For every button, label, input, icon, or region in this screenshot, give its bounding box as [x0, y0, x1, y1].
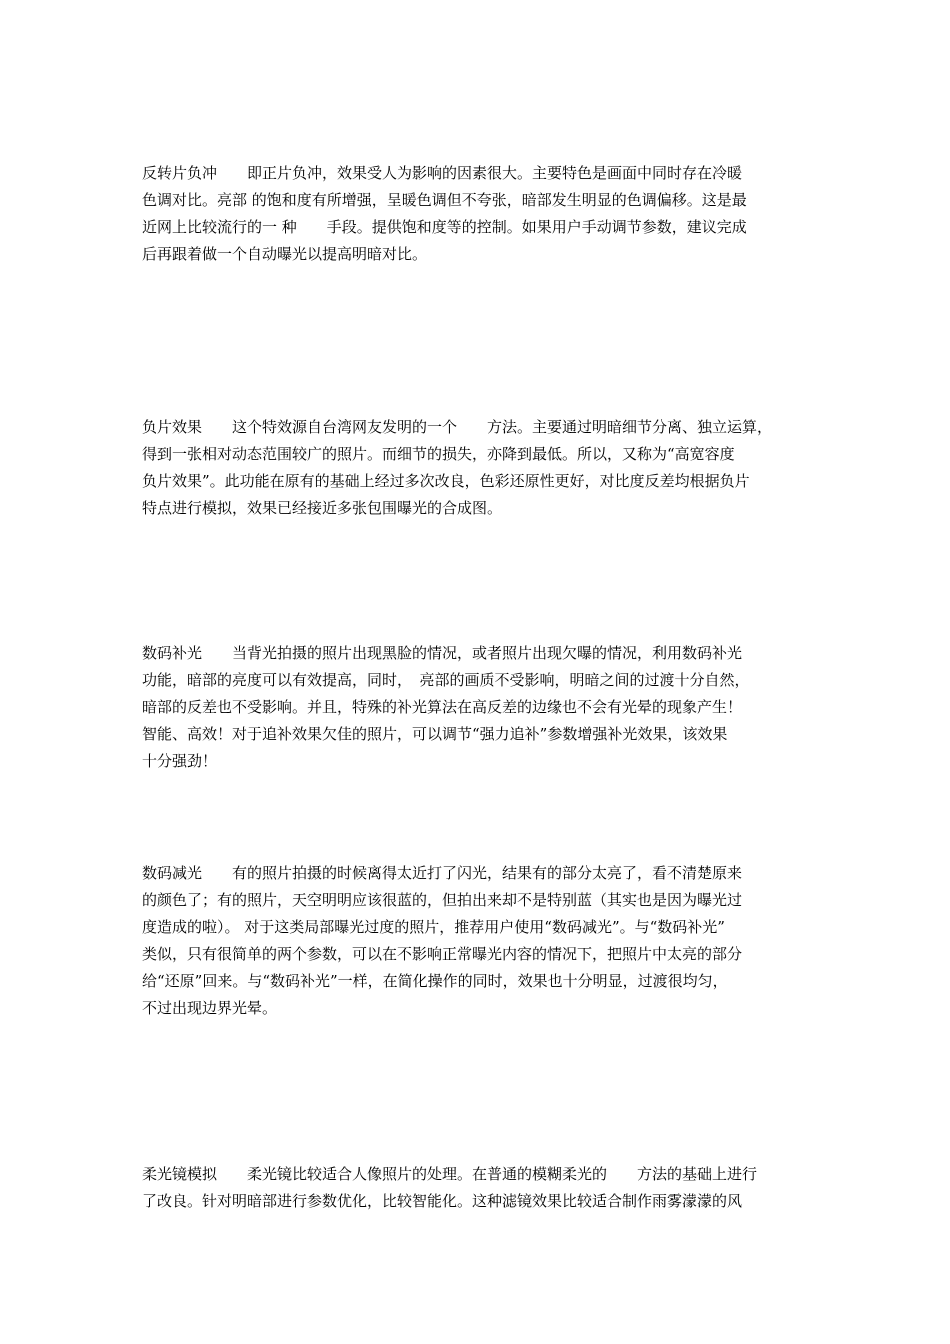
text-line: 度造成的啦）。 对于这类局部曝光过度的照片，推荐用户使用“数码减光”。与“数码补光” — [142, 918, 725, 936]
text-line: 色调对比。亮部 的饱和度有所增强，呈暖色调但不夸张，暗部发生明显的色调偏移。这是最 — [142, 191, 747, 209]
text-line: 数码补光 当背光拍摄的照片出现黑脸的情况，或者照片出现欠曝的情况，利用数码补光 — [142, 644, 743, 662]
text-line: 得到一张相对动态范围较广的照片。而细节的损失，亦降到最低。所以，又称为“高宽容度 — [142, 445, 735, 463]
text-line: 负片效果 这个特效源自台湾网友发明的一个 方法。主要通过明暗细节分离、独立运算， — [142, 418, 773, 436]
paragraph-reversal-film-negative-push — [142, 160, 812, 268]
text-line: 功能，暗部的亮度可以有效提高，同时， 亮部的画质不受影响，明暗之间的过渡十分自然， — [142, 671, 750, 689]
paragraph-soft-focus-filter — [142, 1161, 812, 1215]
text-line: 智能、高效！对于追补效果欠佳的照片，可以调节“强力追补”参数增强补光效果，该效果 — [142, 725, 728, 743]
paragraph-digital-reduce-light — [142, 860, 812, 1022]
text-line: 了改良。针对明暗部进行参数优化，比较智能化。这种滤镜效果比较适合制作雨雾濛濛的风 — [142, 1192, 743, 1210]
text-line: 给“还原”回来。与“数码补光”一样，在简化操作的同时，效果也十分明显，过渡很均匀， — [142, 972, 728, 990]
text-line: 特点进行模拟，效果已经接近多张包围曝光的合成图。 — [142, 499, 503, 517]
text-line: 柔光镜模拟 柔光镜比较适合人像照片的处理。在普通的模糊柔光的 方法的基础上进行 — [142, 1165, 758, 1183]
text-line: 十分强劲！ — [142, 752, 218, 770]
text-line: 暗部的反差也不受影响。并且，特殊的补光算法在高反差的边缘也不会有光晕的现象产生！ — [142, 698, 743, 716]
text-line: 反转片负冲 即正片负冲，效果受人为影响的因素很大。主要特色是画面中同时存在冷暖 — [142, 164, 743, 182]
text-line: 不过出现边界光晕。 — [142, 999, 278, 1017]
text-line: 负片效果”。此功能在原有的基础上经过多次改良，色彩还原性更好，对比度反差均根据负片 — [142, 472, 750, 490]
text-line: 数码减光 有的照片拍摄的时候离得太近打了闪光，结果有的部分太亮了，看不清楚原来 — [142, 864, 743, 882]
text-line: 的颜色了；有的照片，天空明明应该很蓝的，但拍出来却不是特别蓝（其实也是因为曝光过 — [142, 891, 743, 909]
text-line: 近网上比较流行的一 种 手段。提供饱和度等的控制。如果用户手动调节参数，建议完成 — [142, 218, 747, 236]
paragraph-digital-fill-light — [142, 640, 812, 775]
text-line: 后再跟着做一个自动曝光以提高明暗对比。 — [142, 245, 428, 263]
paragraph-negative-effect — [142, 414, 812, 522]
text-line: 类似，只有很简单的两个参数，可以在不影响正常曝光内容的情况下，把照片中太亮的部分 — [142, 945, 743, 963]
